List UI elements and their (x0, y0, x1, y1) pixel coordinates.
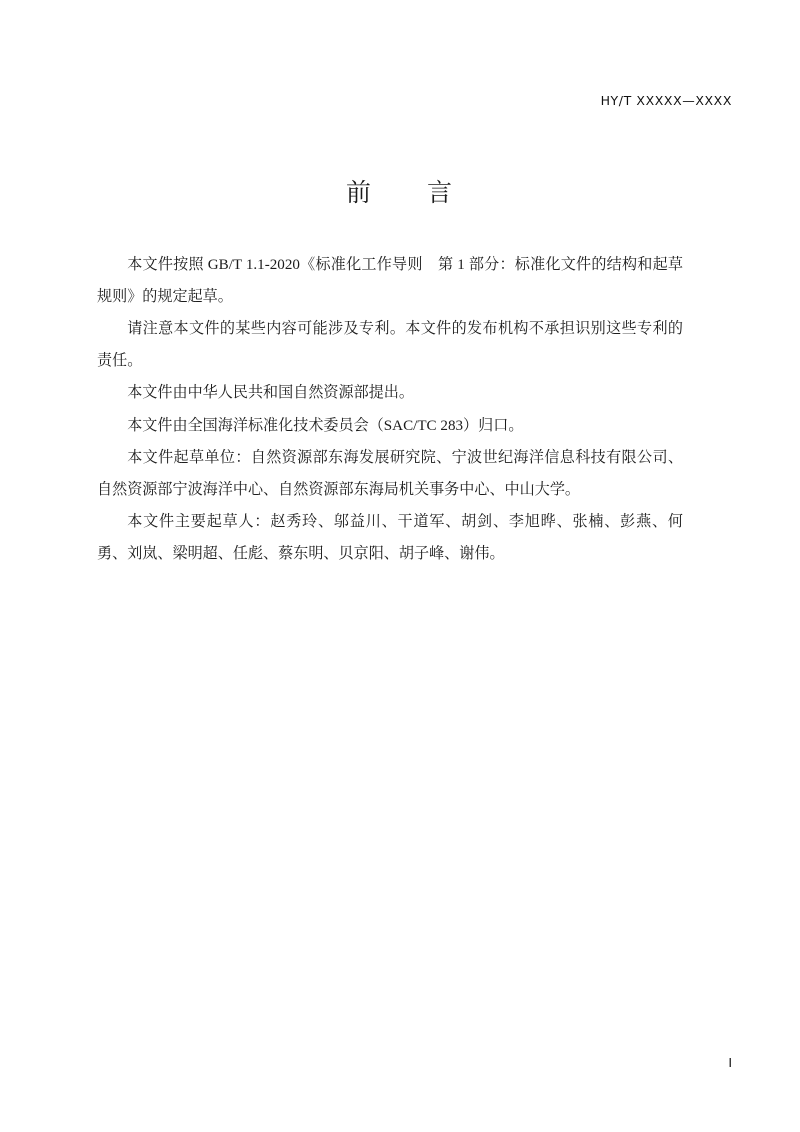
running-header-standard-number: HY/T XXXXX—XXXX (600, 93, 732, 108)
paragraph: 本文件主要起草人：赵秀玲、邬益川、干道军、胡剑、李旭晔、张楠、彭燕、何勇、刘岚、梁明超、任彪、蔡东明、贝京阳、胡子峰、谢伟。 (97, 514, 683, 562)
paragraph: 本文件按照 GB/T 1.1-2020《标准化工作导则 第 1 部分：标准化文件的结构和起草规则》的规定起草。 (97, 257, 683, 305)
foreword-body (97, 250, 683, 571)
paragraph: 本文件起草单位：自然资源部东海发展研究院、宁波世纪海洋信息科技有限公司、自然资源部宁波海洋中心、自然资源部东海局机关事务中心、中山大学。 (97, 450, 683, 498)
paragraph: 请注意本文件的某些内容可能涉及专利。本文件的发布机构不承担识别这些专利的责任。 (97, 321, 683, 369)
paragraph: 本文件由中华人民共和国自然资源部提出。 (127, 385, 414, 401)
page-title: 前 言 (345, 178, 454, 207)
paragraph: 本文件由全国海洋标准化技术委员会（SAC/TC 283）归口。 (127, 417, 524, 434)
footer-page-number: I (728, 1055, 732, 1070)
